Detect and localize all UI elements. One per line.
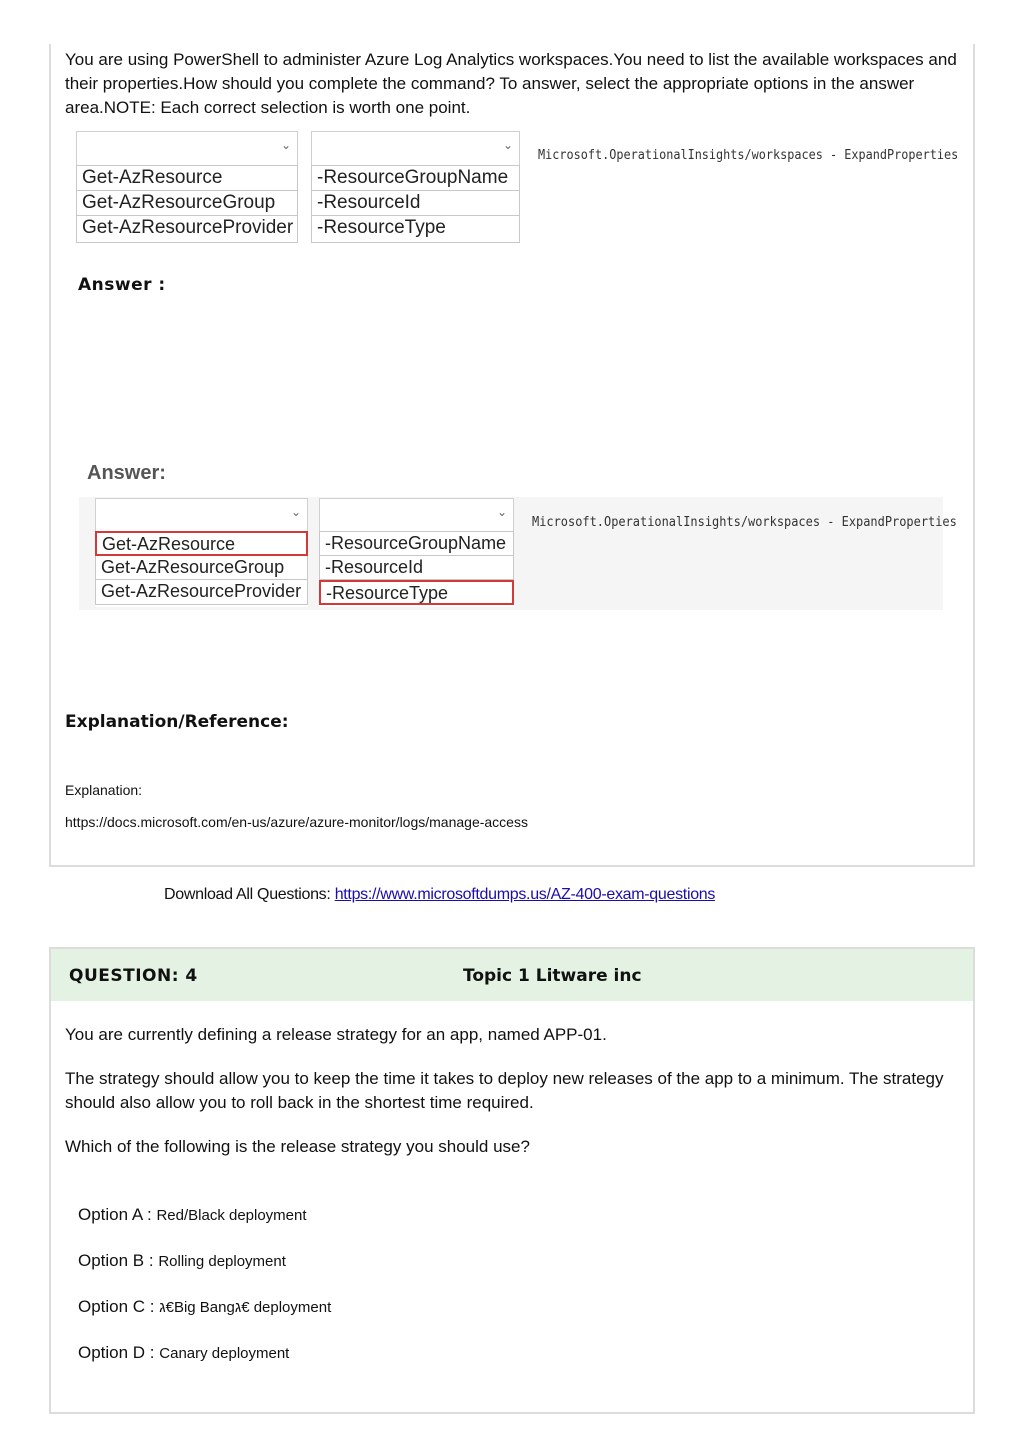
explanation-heading: Explanation/Reference: <box>65 712 289 732</box>
selected-option: Get-AzResource <box>95 531 308 556</box>
parameter-dropdown <box>311 131 520 246</box>
question-4-paragraph: The strategy should allow you to keep the time it takes to deploy new releases of the app to a minimum. The strategy should also allow you to roll back in the shortest time required. <box>65 1069 944 1112</box>
dropdown-option: Get-AzResource <box>76 165 298 191</box>
question-4-paragraph: Which of the following is the release strategy you should use? <box>65 1137 530 1156</box>
question-number: QUESTION: 4 <box>69 966 198 986</box>
selected-option: -ResourceType <box>319 580 514 605</box>
command-suffix: Microsoft.OperationalInsights/workspaces - ExpandProperties <box>538 148 959 163</box>
download-link[interactable]: https://www.microsoftdumps.us/AZ-400-exam-questions <box>334 886 716 903</box>
dropdown-option: -ResourceGroupName <box>319 531 514 556</box>
option-label: Option D : <box>78 1343 160 1362</box>
dropdown-option: -ResourceId <box>311 191 520 216</box>
option-value: Canary deployment <box>159 1345 290 1362</box>
option-d[interactable] <box>78 1343 289 1363</box>
dropdown-option: -ResourceType <box>311 216 520 243</box>
download-line <box>164 886 715 904</box>
dropdown-option: Get-AzResourceGroup <box>76 191 298 216</box>
option-label: Option C : <box>78 1297 160 1316</box>
chevron-down-icon: ⌄ <box>280 138 291 152</box>
option-label: Option B : <box>78 1251 159 1270</box>
explanation-label: Explanation: <box>65 782 143 798</box>
cmdlet-dropdown-answer <box>95 498 308 607</box>
dropdown-option: Get-AzResourceProvider <box>95 580 308 605</box>
option-a[interactable] <box>78 1205 307 1225</box>
dropdown-option: Get-AzResourceProvider <box>76 216 298 243</box>
answer-label: Answer : <box>78 275 166 295</box>
download-label: Download All Questions: <box>164 886 335 903</box>
chevron-down-icon: ⌄ <box>290 505 301 519</box>
question-4-paragraph: You are currently defining a release strategy for an app, named APP-01. <box>65 1025 607 1044</box>
chevron-down-icon: ⌄ <box>496 505 507 519</box>
option-label: Option A : <box>78 1205 157 1224</box>
chevron-down-icon: ⌄ <box>502 138 513 152</box>
explanation-url: https://docs.microsoft.com/en-us/azure/azure-monitor/logs/manage-access <box>65 814 528 830</box>
answer-image-label: Answer: <box>87 462 166 484</box>
question-topic: Topic 1 Litware inc <box>463 966 642 986</box>
option-value: ג€Big Bangג€ deployment <box>159 1299 332 1316</box>
dropdown-option: Get-AzResourceGroup <box>95 556 308 580</box>
dropdown-option: -ResourceGroupName <box>311 165 520 191</box>
parameter-dropdown-answer <box>319 498 514 607</box>
option-value: Red/Black deployment <box>156 1207 307 1224</box>
command-suffix-answer: Microsoft.OperationalInsights/workspaces - ExpandProperties <box>532 515 957 530</box>
question-header <box>51 949 973 1001</box>
cmdlet-dropdown <box>76 131 298 246</box>
option-value: Rolling deployment <box>158 1253 286 1270</box>
option-b[interactable] <box>78 1251 286 1271</box>
dropdown-option: -ResourceId <box>319 556 514 580</box>
option-c[interactable] <box>78 1297 331 1317</box>
question-3-text: You are using PowerShell to administer Azure Log Analytics workspaces.You need to list the available workspaces and their properties.How should you complete the command? To answer, select the appropriate options in the answer area.NOTE: Each correct selection is worth one point. <box>65 50 957 117</box>
